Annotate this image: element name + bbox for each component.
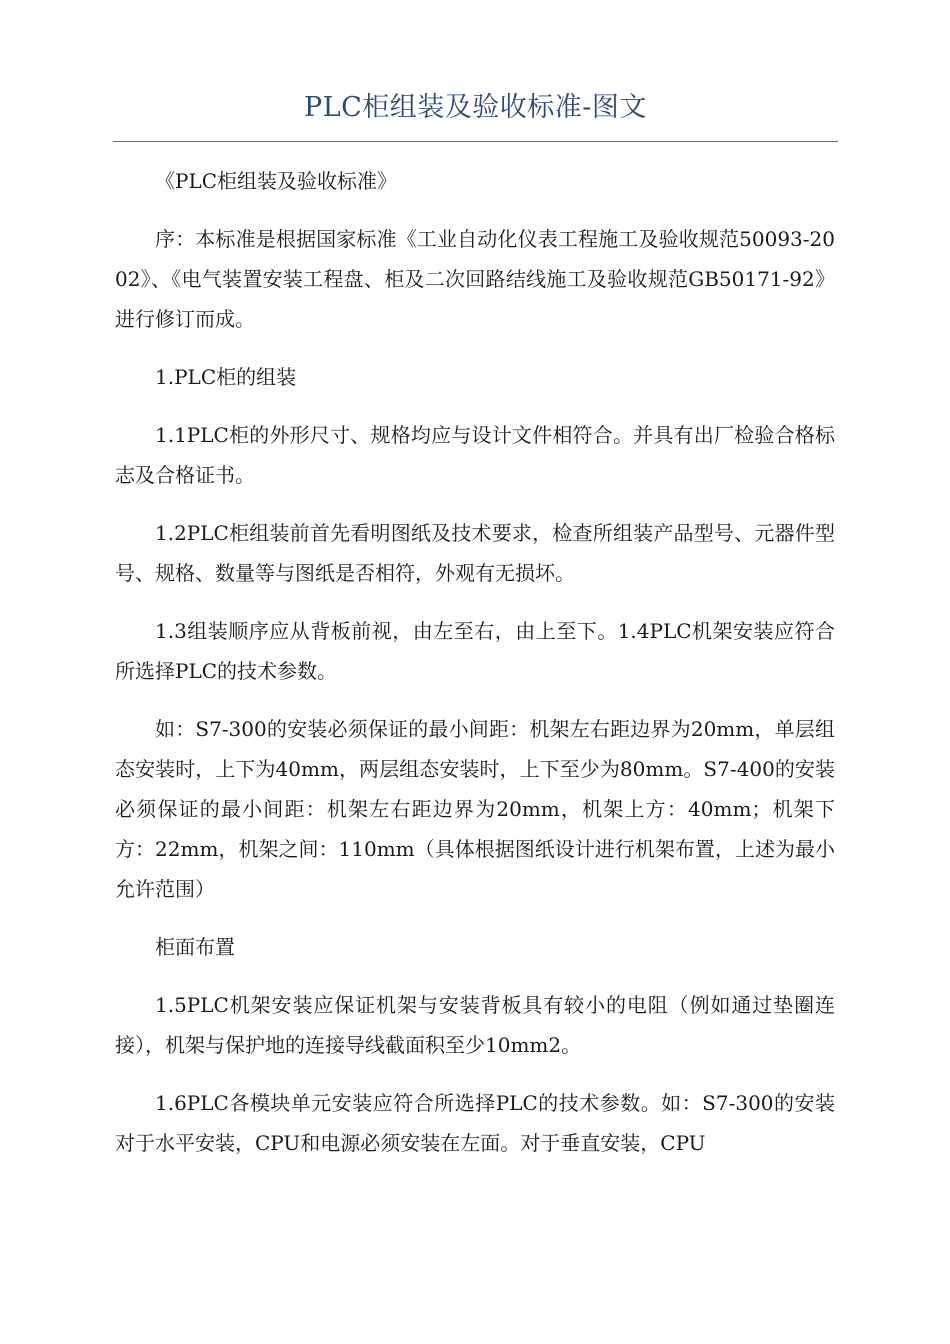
paragraph-spacing-example: 如：S7-300的安装必须保证的最小间距：机架左右距边界为20mm，单层组态安装时，上下为40mm，两层组态安装时，上下至少为80mm。S7-400的安装必须保证的最小间距：机架左右距边界为20mm，机架上方：40mm；机架下方：22mm，机架之间：110mm（具体根据图纸设计进行机架布置，上述为最小允许范围）	[115, 717, 835, 901]
paragraph-1-6: 1.6PLC各模块单元安装应符合所选择PLC的技术参数。如：S7-300的安装对于水平安装，CPU和电源必须安装在左面。对于垂直安装，CPU	[115, 1091, 835, 1155]
document-title: PLC柜组装及验收标准-图文	[304, 92, 647, 123]
section-heading-assembly: 1.PLC柜的组装	[155, 365, 297, 389]
paragraph-1-3: 1.3组装顺序应从背板前视，由左至右，由上至下。1.4PLC机架安装应符合所选择PLC的技术参数。	[115, 619, 835, 683]
paragraph-1-2: 1.2PLC柜组装前首先看明图纸及技术要求，检查所组装产品型号、元器件型号、规格、数量等与图纸是否相符，外观有无损坏。	[115, 521, 835, 585]
document-body	[115, 161, 835, 1181]
paragraph-standard-name: 《PLC柜组装及验收标准》	[155, 169, 398, 193]
paragraph-1-5: 1.5PLC机架安装应保证机架与安装背板具有较小的电阻（例如通过垫圈连接），机架与保护地的连接导线截面积至少10mm2。	[115, 993, 835, 1057]
section-heading-panel-layout: 柜面布置	[155, 935, 235, 959]
paragraph-preface: 序：本标准是根据国家标准《工业自动化仪表工程施工及验收规范50093-2002》、《电气装置安装工程盘、柜及二次回路结线施工及验收规范GB50171-92》进行修订而成。	[115, 227, 835, 331]
title-divider	[113, 141, 838, 142]
paragraph-1-1: 1.1PLC柜的外形尺寸、规格均应与设计文件相符合。并具有出厂检验合格标志及合格证书。	[115, 423, 835, 487]
